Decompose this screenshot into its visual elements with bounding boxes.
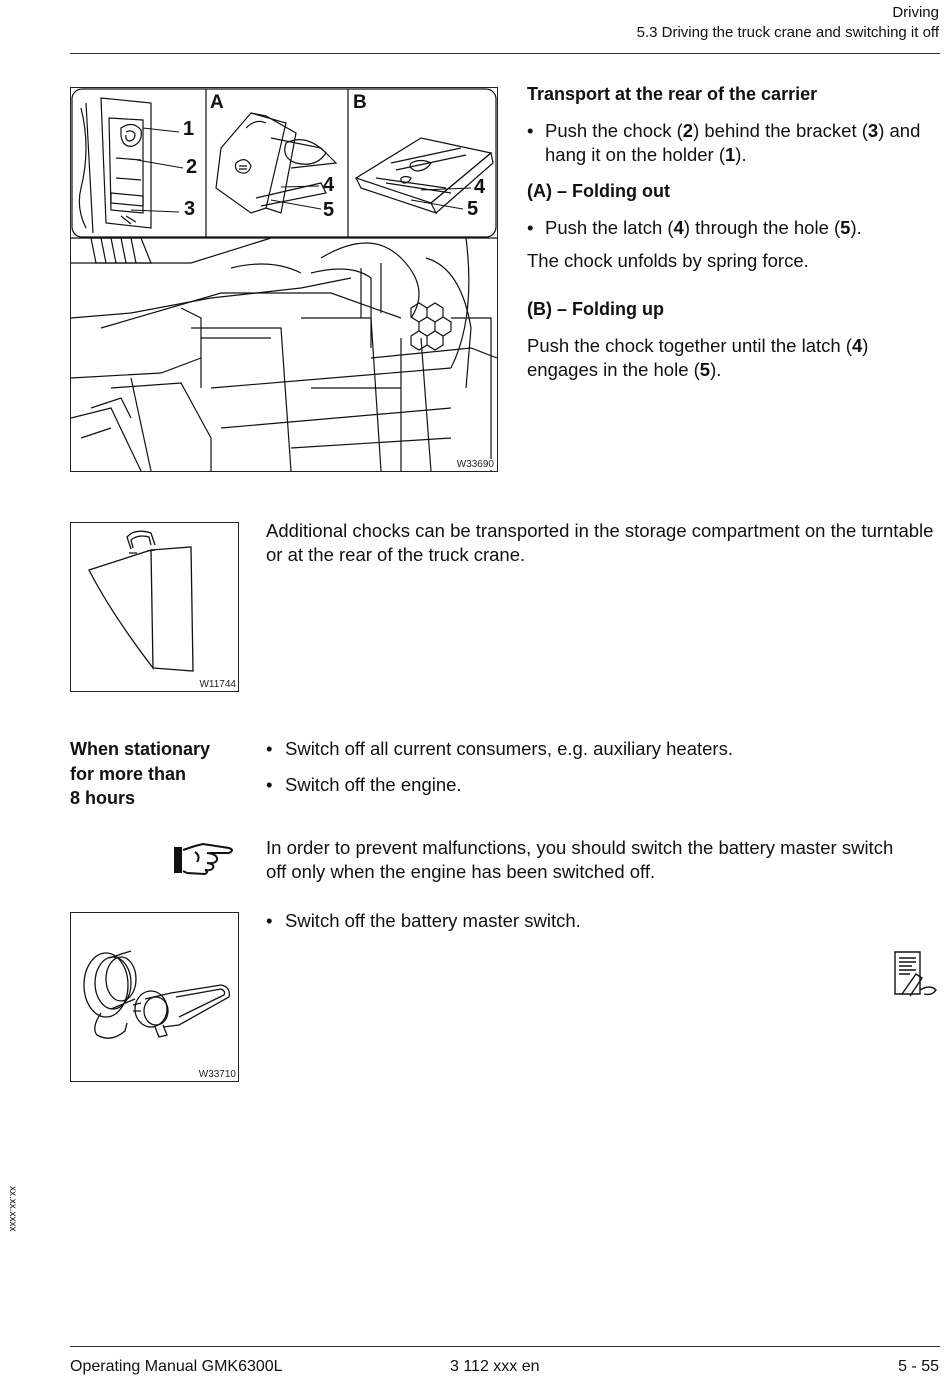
transport-bullet [527, 119, 942, 167]
bullet-text: Switch off the battery master switch. [285, 910, 581, 931]
bullet-consumers [266, 737, 926, 761]
callout-4a: 4 [323, 174, 335, 196]
panel-label-a: A [210, 92, 224, 113]
figure-code: W33690 [456, 459, 494, 470]
chock-figure [70, 522, 239, 692]
callout-2: 2 [186, 156, 198, 178]
stationary-heading-line: When stationary [70, 739, 211, 759]
bullet-text: Switch off the engine. [285, 774, 462, 795]
fold-out-note: The chock unfolds by spring force. [527, 250, 809, 271]
footer-rule [70, 1346, 940, 1347]
bullet-engine [266, 773, 926, 797]
transport-heading: Transport at the rear of the carrier [527, 84, 818, 104]
bullet-battery-switch [266, 909, 926, 933]
footer-number: 3 112 xxx en [450, 1358, 540, 1375]
bullet-dot: • [266, 738, 273, 759]
footer-manual: Operating Manual GMK6300L [70, 1358, 283, 1375]
battery-switch-figure [70, 912, 239, 1082]
figure-code: W33710 [198, 1069, 236, 1080]
rear-chock-figure [70, 87, 498, 472]
fold-out-bullet [527, 216, 942, 240]
bullet-dot: • [266, 774, 273, 795]
battery-note: In order to prevent malfunctions, you should switch the battery master switch off only when the engine has been switched off. [266, 837, 894, 882]
bullet-dot: • [266, 910, 273, 931]
bullet-text: Push the chock (2) behind the bracket (3) and hang it on the holder (1). [545, 120, 921, 165]
fold-out-heading: (A) – Folding out [527, 181, 670, 201]
additional-chocks-text: Additional chocks can be transported in the storage compartment on the turntable or at the rear of the truck crane. [266, 520, 934, 565]
section-title: 5.3 Driving the truck crane and switching it off [636, 24, 939, 41]
margin-code [8, 1186, 20, 1246]
margin-code-text: xx.xx.xxxx [7, 1186, 18, 1232]
figure-code: W11744 [199, 679, 236, 690]
bullet-dot: • [527, 120, 534, 141]
callout-1: 1 [183, 118, 195, 140]
bullet-text: Switch off all current consumers, e.g. auxiliary heaters. [285, 738, 733, 759]
bullet-dot: • [527, 217, 534, 238]
bullet-text: Push the latch (4) through the hole (5). [545, 217, 862, 238]
callout-5a: 5 [323, 199, 335, 221]
panel-label-b: B [353, 92, 367, 113]
pointing-hand-icon [173, 840, 239, 876]
fold-up-text: Push the chock together until the latch (4) engages in the hole (5). [527, 335, 869, 380]
stationary-heading [70, 737, 210, 811]
callout-5b: 5 [467, 198, 479, 220]
chock-illustration [71, 523, 238, 691]
fold-up-heading: (B) – Folding up [527, 299, 664, 319]
document-reference-icon [890, 950, 940, 1000]
stationary-heading-line: 8 hours [70, 788, 136, 808]
battery-switch-illustration [71, 913, 238, 1081]
callout-4b: 4 [474, 176, 486, 198]
stationary-heading-line: for more than [70, 763, 187, 784]
footer-page: 5 - 55 [898, 1358, 939, 1375]
header-rule [70, 53, 940, 54]
rear-chock-illustration [71, 88, 497, 471]
callout-3: 3 [184, 198, 196, 220]
chapter-title: Driving [892, 4, 939, 21]
